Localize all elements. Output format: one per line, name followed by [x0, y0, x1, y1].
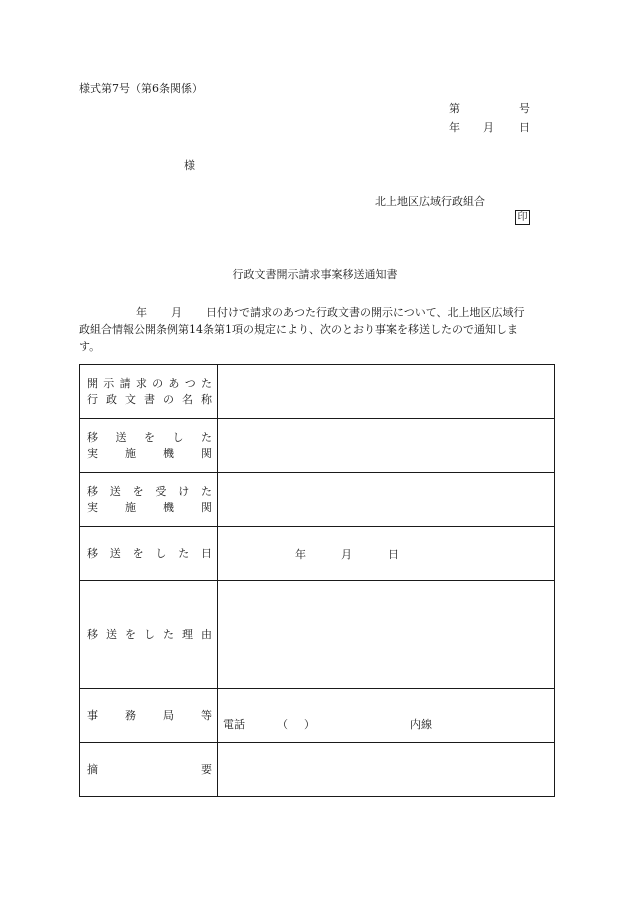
table-row	[80, 365, 555, 419]
office-label	[80, 689, 218, 743]
body-line-1-text: 日付けで請求のあつた行政文書の開示について、北上地区広域行	[206, 306, 525, 319]
label-line: 摘 要	[87, 762, 212, 776]
table-row	[80, 581, 555, 689]
document-title: 行政文書開示請求事案移送通知書	[232, 268, 398, 281]
label-line: 移 送 を し た	[87, 430, 212, 444]
label-line: 実 施 機 関	[87, 500, 212, 514]
addressee: 様	[184, 159, 195, 172]
transfer-reason-field[interactable]	[218, 581, 555, 689]
label-line: 行 政 文 書 の 名 称	[87, 392, 212, 406]
transfer-reason-label	[80, 581, 218, 689]
doc-number-prefix: 第	[449, 102, 460, 115]
date-year: 年	[449, 121, 460, 134]
body-line-1	[79, 304, 557, 321]
requested-document-label	[80, 365, 218, 419]
transfer-date-field[interactable]	[218, 527, 555, 581]
body-month: 月	[171, 306, 182, 319]
phone-area-open: （	[277, 718, 288, 731]
label-line: 移 送 を し た 理 由	[87, 627, 212, 641]
phone-label: 電話	[223, 718, 245, 731]
office-contact-field[interactable]	[218, 689, 555, 743]
transfer-date-month: 月	[341, 548, 352, 561]
extension-label: 内線	[410, 718, 432, 731]
table-row	[80, 743, 555, 797]
requested-document-field[interactable]	[218, 365, 555, 419]
doc-number-suffix: 号	[519, 102, 530, 115]
body-year: 年	[136, 306, 147, 319]
transfer-date-day: 日	[388, 548, 399, 561]
table-row	[80, 473, 555, 527]
table-row	[80, 419, 555, 473]
table-row	[80, 689, 555, 743]
remarks-label	[80, 743, 218, 797]
transfer-date-label	[80, 527, 218, 581]
label-line: 移 送 を 受 け た	[87, 484, 212, 498]
seal-stamp: 印	[515, 210, 530, 225]
label-line: 開 示 請 求 の あ つ た	[87, 376, 212, 390]
remarks-field[interactable]	[218, 743, 555, 797]
body-line-2: 政組合情報公開条例第14条第1項の規定により、次のとおり事案を移送したので通知しま	[79, 323, 518, 336]
transfer-date-year: 年	[295, 548, 306, 561]
body-paragraph	[79, 304, 557, 355]
table-row	[80, 527, 555, 581]
receiving-agency-label	[80, 473, 218, 527]
date-day: 日	[519, 121, 530, 134]
receiving-agency-field[interactable]	[218, 473, 555, 527]
body-line-3: す。	[79, 340, 101, 353]
date-month: 月	[483, 121, 494, 134]
transferring-agency-field[interactable]	[218, 419, 555, 473]
transferring-agency-label	[80, 419, 218, 473]
form-number: 様式第7号（第6条関係）	[79, 82, 203, 95]
transfer-details-table	[79, 364, 555, 797]
sender-organization: 北上地区広域行政組合	[375, 195, 485, 208]
label-line: 移 送 を し た 日	[87, 546, 212, 560]
label-line: 事 務 局 等	[87, 708, 212, 722]
label-line: 実 施 機 関	[87, 446, 212, 460]
phone-area-close: ）	[304, 718, 315, 731]
